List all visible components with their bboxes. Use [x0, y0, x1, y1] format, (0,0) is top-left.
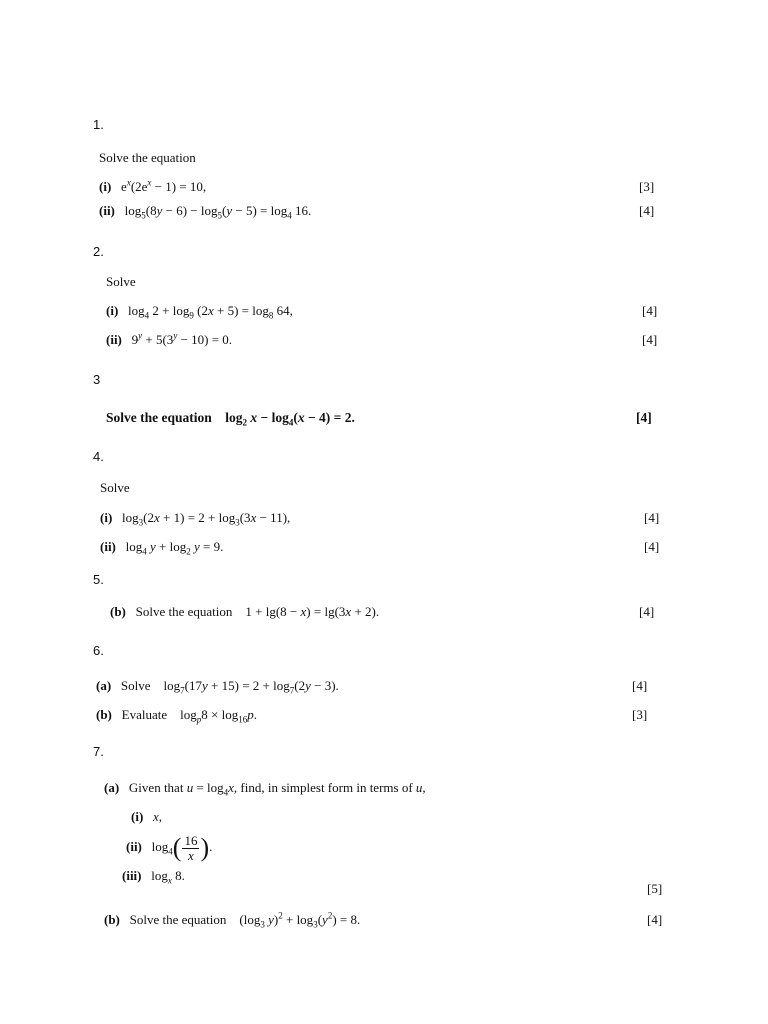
- question-number-7: 7.: [93, 744, 104, 759]
- q2-part-i-label: (i): [106, 303, 119, 318]
- q4-part-i-mark: [4]: [644, 510, 660, 525]
- q5-part-b-equation: 1 + lg(8 − x) = lg(3x + 2).: [245, 604, 380, 619]
- question-number-4: 4.: [93, 449, 104, 464]
- q6-part-b-text: Evaluate: [121, 707, 168, 722]
- question-number-3: 3: [93, 372, 101, 387]
- q6-part-b-label: (b): [96, 707, 112, 722]
- q4-part-ii-equation: $\log_4 y + \log_2 y = 9$.: [125, 539, 224, 557]
- q1-part-i-mark: [3]: [639, 179, 655, 194]
- q6-part-a-equation: $\log_7(17y + 15) = 2 + \log_7(2y - 3)$.: [163, 678, 339, 696]
- q7-part-b-mark: [4]: [647, 912, 663, 927]
- q7-sub-i-label: (i): [131, 809, 144, 824]
- q5-part-b-text: Solve the equation: [135, 604, 233, 619]
- q6-part-b-expression: $\log_p8 \times \log_{16}p$.: [180, 707, 257, 725]
- question-number-6: 6.: [93, 643, 104, 658]
- q4-part-ii-mark: [4]: [644, 539, 660, 554]
- q1-intro: Solve the equation: [99, 150, 196, 165]
- q6-part-a-mark: [4]: [632, 678, 648, 693]
- q6-part-b: [96, 707, 257, 723]
- q7-sub-ii: [126, 832, 212, 863]
- q3-intro: Solve the equation: [106, 410, 212, 425]
- q4-part-i: [100, 510, 290, 526]
- q4-part-i-label: (i): [100, 510, 113, 525]
- q2-part-ii-equation: $9^y + 5(3^y - 10) = 0$.: [131, 330, 233, 347]
- q6-part-b-mark: [3]: [632, 707, 648, 722]
- q6-part-a-text: Solve: [120, 678, 151, 693]
- q7-part-b-equation: ($\log_3$ $y)^2 + \log_3(y^2) = 8$.: [239, 910, 361, 930]
- q7-part-a: [104, 780, 426, 796]
- q2-intro: Solve: [106, 274, 136, 289]
- q4-part-ii: [100, 539, 223, 555]
- q7-part-b: [104, 912, 360, 928]
- q7-part-a-text-post: , find, in simplest form in terms of: [233, 780, 413, 795]
- q7-sub-iii-label: (iii): [122, 868, 142, 883]
- q7-sub-i: [131, 809, 162, 825]
- q4-part-i-equation: $\log_3(2x + 1) = 2 + \log_3(3x - 11)$,: [122, 510, 291, 528]
- q1-part-ii-label: (ii): [99, 203, 115, 218]
- q1-part-ii-equation: $\log_5(8y - 6) - \log_5(y - 5) = \log_4 16$.: [124, 203, 312, 221]
- q6-part-a-label: (a): [96, 678, 112, 693]
- q7-part-b-label: (b): [104, 912, 120, 927]
- q7-part-a-variable: u,: [415, 780, 426, 795]
- q2-part-i-equation: $\log_4 2 + \log_9 (2x + 5) = \log_8 64$,: [128, 303, 293, 321]
- q3-equation: $\log_2 x - \log_4(x - 4) = 2$.: [225, 410, 355, 428]
- q1-part-ii: [99, 203, 311, 219]
- question-number-2: 2.: [93, 244, 104, 259]
- q2-part-i: [106, 303, 293, 319]
- q5-part-b: [110, 604, 379, 620]
- q7-sub-iii-expression: $\log_x 8$.: [151, 868, 185, 886]
- q2-part-ii-label: (ii): [106, 332, 122, 347]
- q4-part-ii-label: (ii): [100, 539, 116, 554]
- q7-sub-ii-label: (ii): [126, 839, 142, 854]
- q6-part-a: [96, 678, 339, 694]
- q2-part-i-mark: [4]: [642, 303, 658, 318]
- q1-part-i-equation: $e^x(2e^x - 1) = 10$,: [121, 177, 207, 194]
- q7-part-a-label: (a): [104, 780, 120, 795]
- q7-part-a-text-pre: Given that: [128, 780, 184, 795]
- q4-intro: Solve: [100, 480, 130, 495]
- q3-mark: [4]: [636, 410, 652, 425]
- q5-part-b-mark: [4]: [639, 604, 655, 619]
- q7-part-a-definition: $u = \log_4x$: [186, 780, 234, 798]
- q7-sub-ii-expression: $\log_4$( $\frac{16}{x}$ ).: [151, 832, 213, 863]
- q5-part-b-label: (b): [110, 604, 126, 619]
- q7-part-b-text: Solve the equation: [129, 912, 227, 927]
- question-number-5: 5.: [93, 572, 104, 587]
- q3-line: [106, 410, 355, 426]
- q1-part-i-label: (i): [99, 179, 112, 194]
- q2-part-ii-mark: [4]: [642, 332, 658, 347]
- q7-sub-i-expression: x,: [153, 809, 163, 824]
- question-number-1: 1.: [93, 117, 104, 132]
- q1-part-ii-mark: [4]: [639, 203, 655, 218]
- q7-part-a-mark: [5]: [647, 881, 663, 896]
- q7-sub-iii: [122, 868, 185, 884]
- q1-part-i: [99, 179, 206, 195]
- q2-part-ii: [106, 332, 232, 348]
